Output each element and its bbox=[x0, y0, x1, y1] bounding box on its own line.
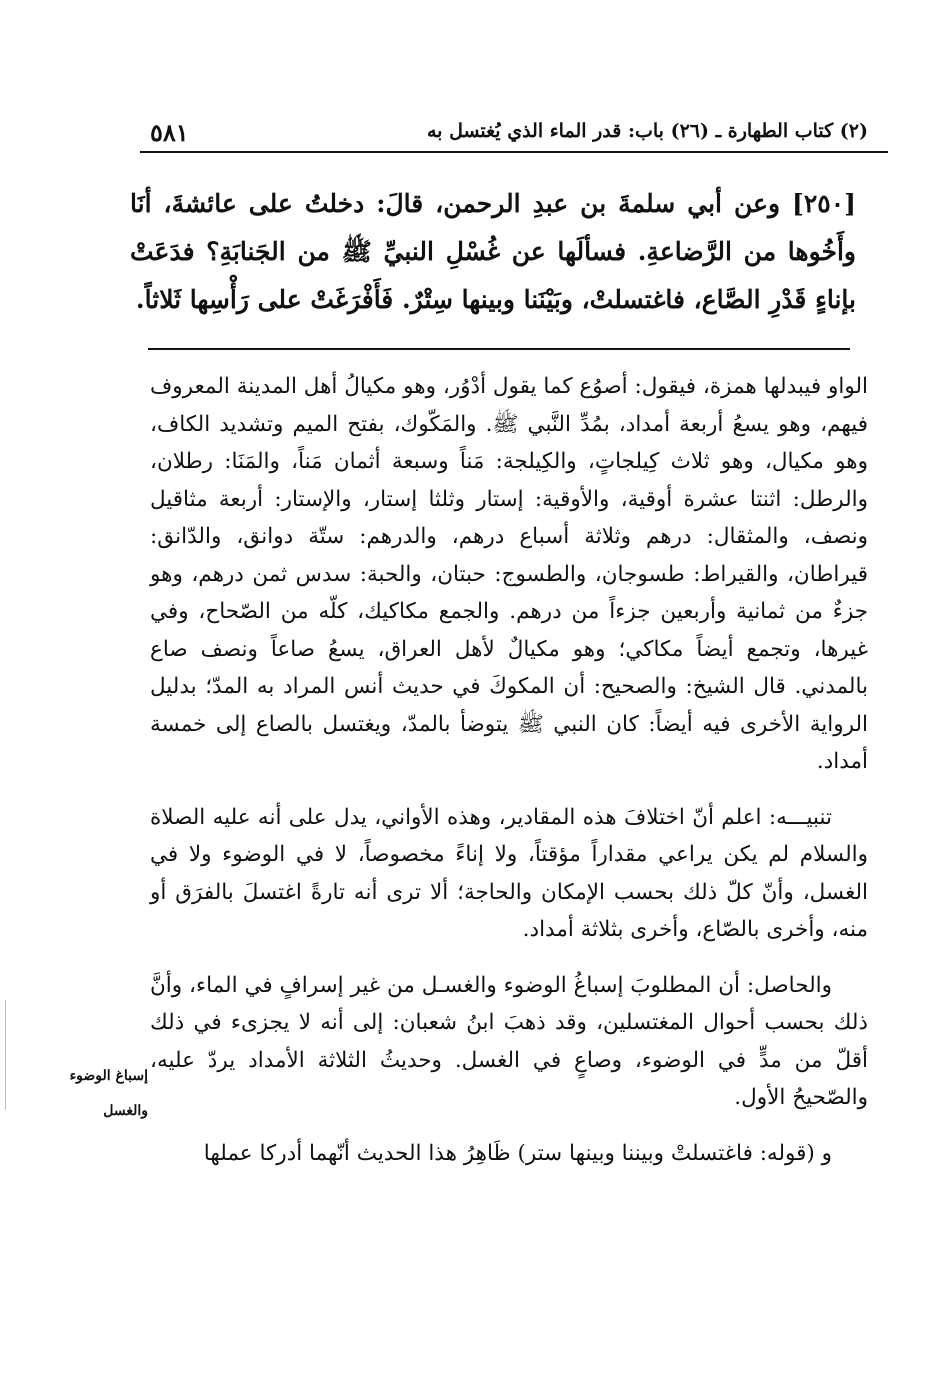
commentary-paragraph: تنبيـــه: اعلم أنّ اختلافَ هذه المقادير، وهذه الأواني، يدل على أنه عليه الصلاة والسلام لم يكن يراعي مقداراً مؤقتاً، ولا إناءً مخصوصاً، لا في الوضوء ولا في الغسل، وأنّ كلّ ذلك بحسب الإمكان والحاجة؛ ألا ترى أنه تارةً اغتسلَ بالفرَق أو منه، وأخرى بالصّاع، وأخرى بثلاثة أمداد. bbox=[150, 804, 868, 942]
commentary-body bbox=[150, 368, 868, 1190]
page-header bbox=[130, 118, 888, 154]
hadith-text: [٢٥٠] وعن أبي سلمةَ بن عبدِ الرحمن، قالَ: دخلتُ على عائشةَ، أنَا وأَخُوها من الرَّضاعةِ. فسألَها عن غُسْلِ النبيِّ ﷺ من الجَنابَةِ؟ فدَعَتْ بإناءٍ قَدْرِ الصَّاع، فاغتسلتْ، وبَيْنَنا وبينها سِتْرٌ. فَأَفْرَغَتْ على رَأْسِها ثَلاثاً. bbox=[130, 189, 856, 314]
commentary-paragraph: والحاصل: أن المطلوبَ إسباغُ الوضوء والغسـل من غير إسرافٍ في الماء، وأنَّ ذلك بحسب أحوال المغتسلين، وقد ذهبَ ابنُ شعبان: إلى أنه لا يجزىء في ذلك أقلّ من مدٍّ في الوضوء، وصاعٍ في الغسل. وحديثُ الثلاثة الأمداد يردّ عليه، والصّحيحُ الأول. bbox=[150, 972, 868, 1110]
page-number: ٥٨١ bbox=[150, 118, 189, 147]
commentary-paragraph: و (قوله: فاغتسلتْ وبيننا وبينها ستر) ظَاهِرُ هذا الحديث أنّهما أدركا عملها bbox=[203, 1140, 832, 1166]
header-divider bbox=[140, 151, 888, 153]
margin-note: إسباغ الوضوء bbox=[69, 1068, 148, 1084]
section-divider bbox=[148, 348, 850, 350]
commentary-paragraph: الواو فيبدلها همزة، فيقول: أصوُع كما يقول أدْوُر، وهو مكيالُ أهل المدينة المعروف فيهم، وهو يسعُ أربعة أمداد، بمُدِّ النَّبي ﷺ. والمَكّوك، بفتح الميم وتشديد الكاف، وهو مكيال، وهو ثلاث كِيلجاتٍ، والكِيلجة: مَناً وسبعة أثمان مَناً، والمَنَا: رطلان، والرطل: اثنتا عشرة أوقية، والأوقية: إستار وثلثا إستار، والإستار: أربعة مثاقيل ونصف، والمثقال: درهم وثلاثة أسباع درهم، والدرهم: ستّة دوانق، والدّانق: قيراطان، والقيراط: طسوجان، والطسوج: حبتان، والحبة: سدس ثمن درهم، وهو جزءٌ من ثمانية وأربعين جزءاً من درهم. والجمع مكاكيك، كلّه من الصّحاح، وفي غيرها، وتجمع أيضاً مكاكي؛ وهو مكيالٌ لأهل العراق، يسعُ صاعاً ونصف صاع بالمدني. قال الشيخ: والصحيح: أن المكوكَ في حديث أنس المراد به المدّ؛ بدليل الرواية الأخرى فيه أيضاً: كان النبي ﷺ يتوضأ بالمدّ، ويغتسل بالصاع إلى خمسة أمداد. bbox=[150, 374, 868, 774]
margin-note: والغسل bbox=[103, 1103, 148, 1119]
running-title: (٢) كتاب الطهارة ـ (٢٦) باب: قدر الماء الذي يُغتسل به bbox=[426, 120, 868, 142]
scan-edge-mark bbox=[5, 1000, 6, 1110]
